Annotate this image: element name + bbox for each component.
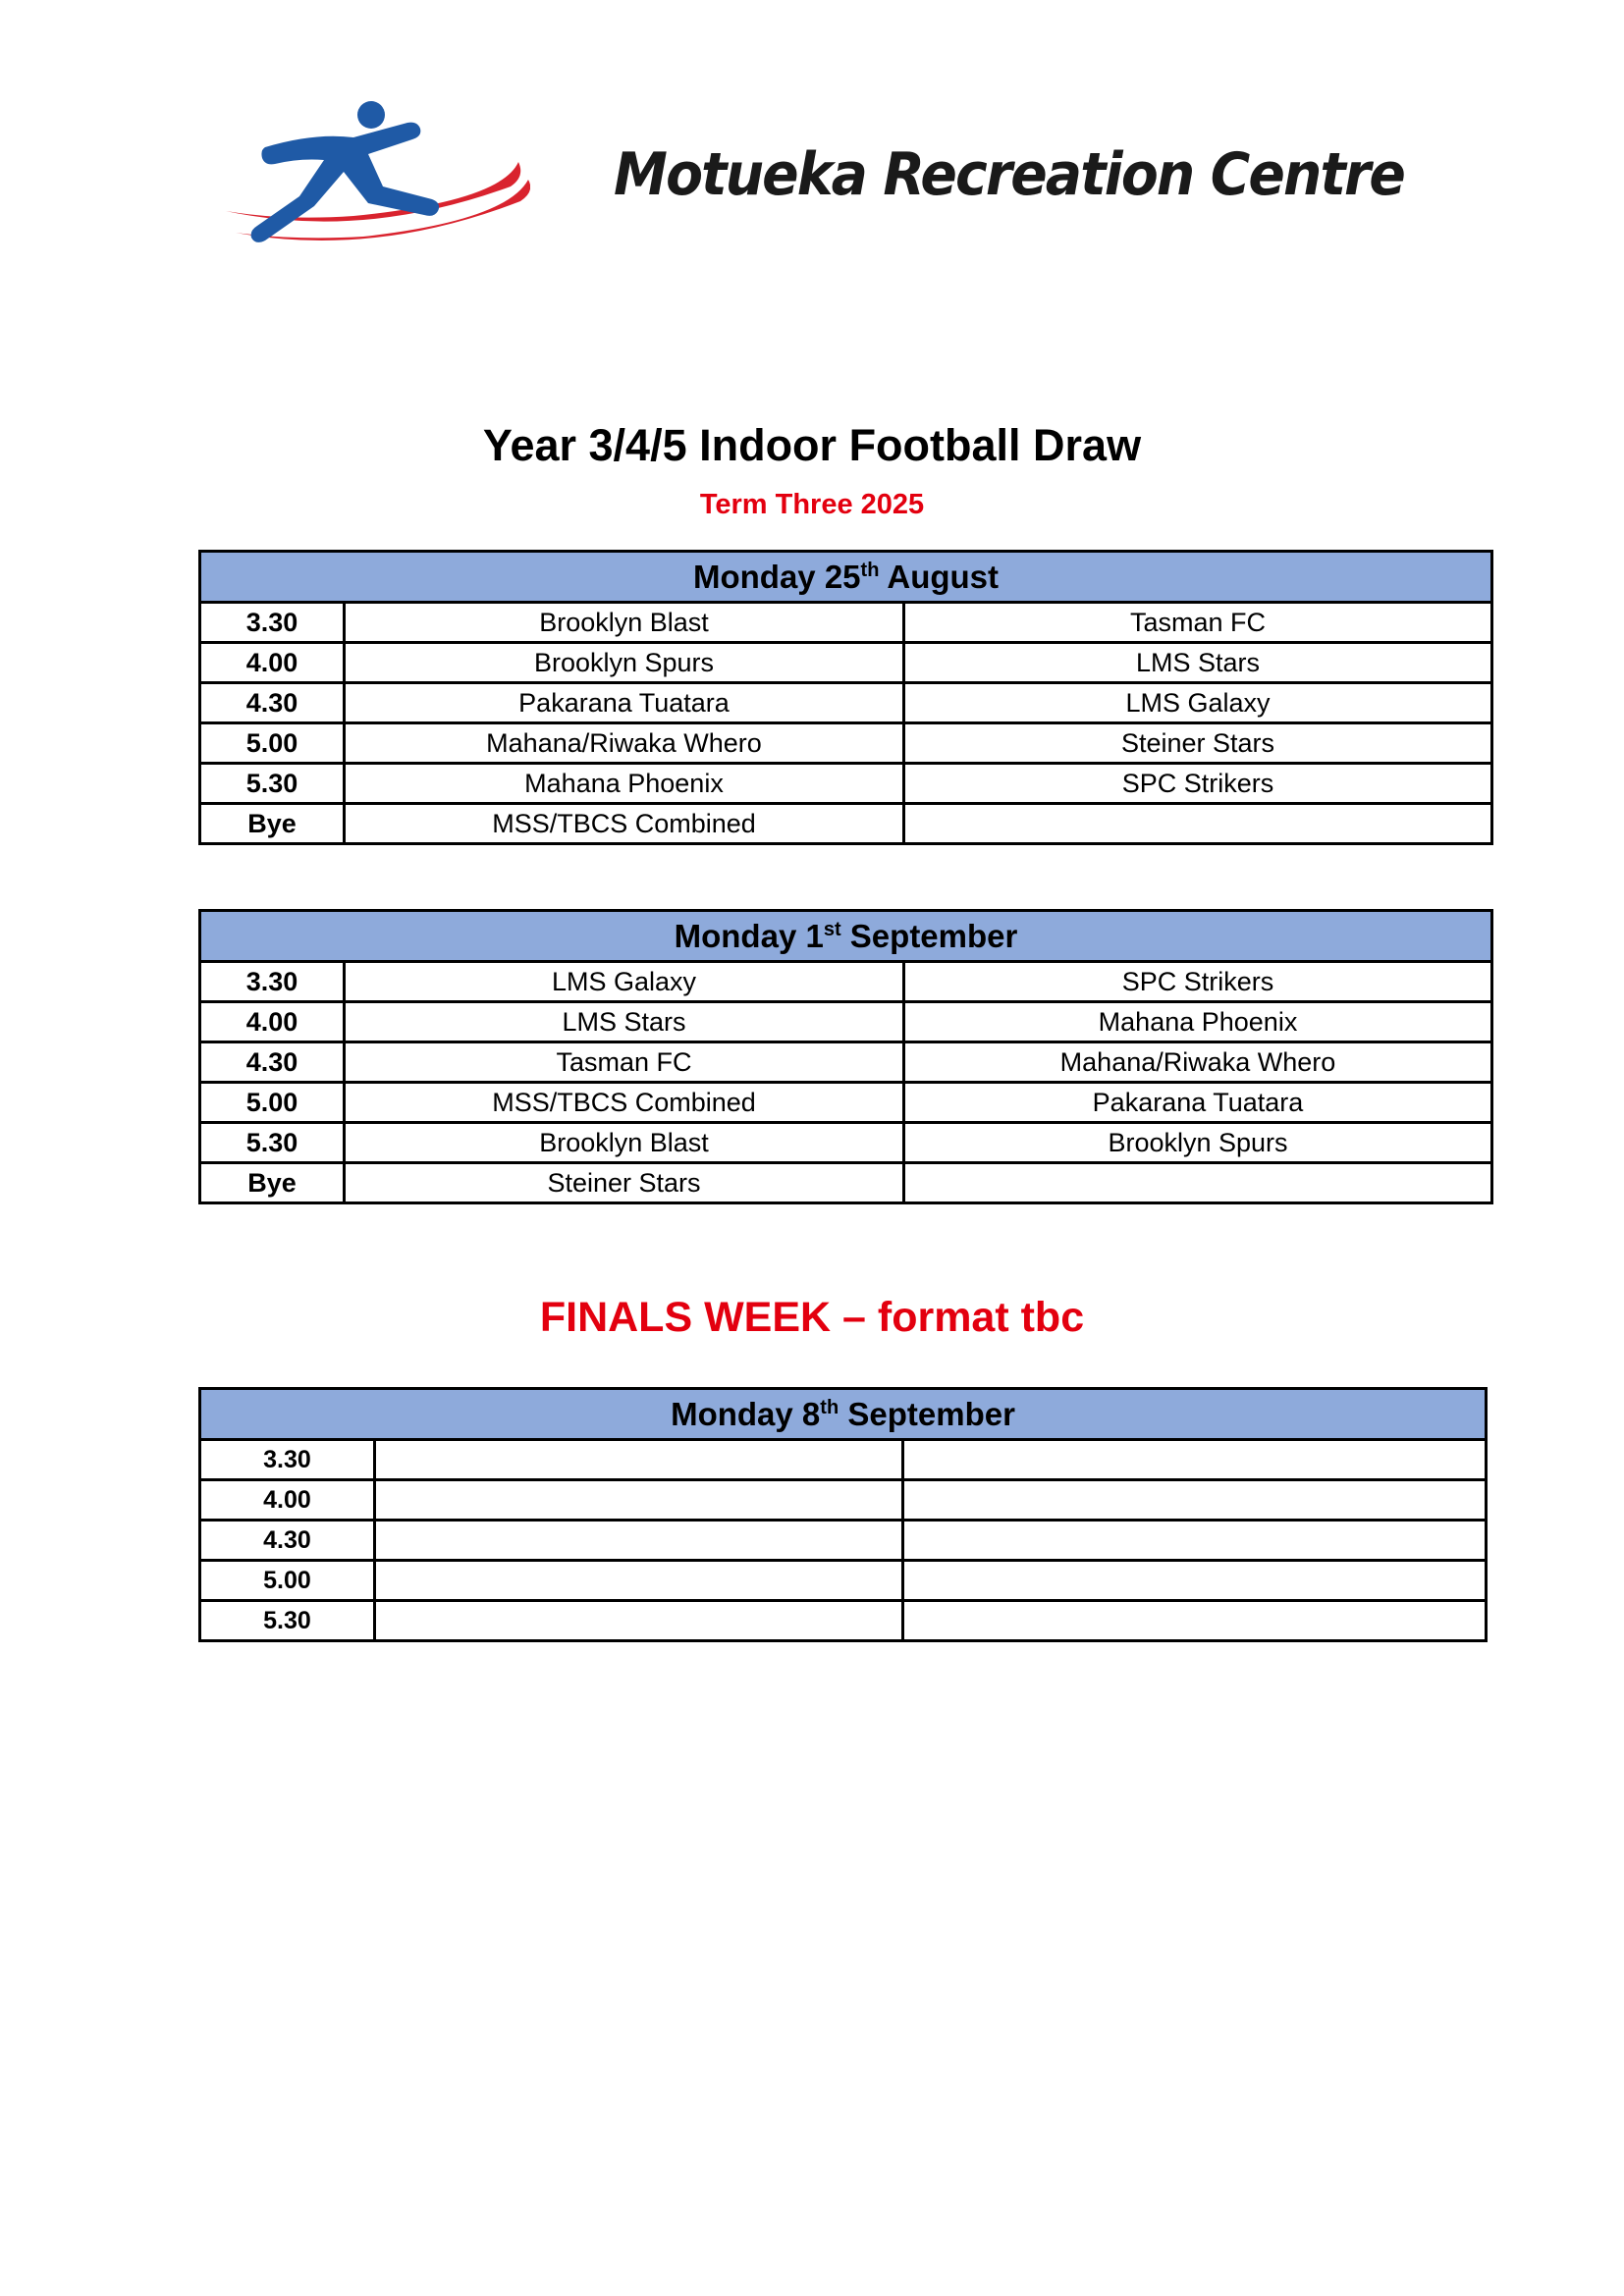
away-team: Tasman FC bbox=[904, 603, 1492, 643]
table-row bbox=[200, 1521, 1487, 1561]
table-row bbox=[200, 1163, 1492, 1203]
home-team: Brooklyn Blast bbox=[345, 1123, 904, 1163]
away-team bbox=[903, 1440, 1487, 1480]
round-day-suffix: th bbox=[820, 1397, 839, 1418]
match-time: 5.00 bbox=[200, 723, 345, 764]
home-team: Tasman FC bbox=[345, 1042, 904, 1083]
round-heading bbox=[200, 1389, 1487, 1440]
table-row bbox=[200, 804, 1492, 844]
match-time: 4.30 bbox=[200, 683, 345, 723]
round-day-suffix: th bbox=[860, 560, 880, 581]
match-time: 5.30 bbox=[200, 1601, 375, 1641]
match-time: 5.00 bbox=[200, 1083, 345, 1123]
away-team: Mahana/Riwaka Whero bbox=[904, 1042, 1492, 1083]
away-team bbox=[903, 1521, 1487, 1561]
home-team: Pakarana Tuatara bbox=[345, 683, 904, 723]
home-team bbox=[375, 1561, 903, 1601]
away-team: LMS Galaxy bbox=[904, 683, 1492, 723]
home-team: Mahana/Riwaka Whero bbox=[345, 723, 904, 764]
home-team: Mahana Phoenix bbox=[345, 764, 904, 804]
home-team bbox=[375, 1480, 903, 1521]
away-team: LMS Stars bbox=[904, 643, 1492, 683]
table-row bbox=[200, 764, 1492, 804]
away-team bbox=[904, 1163, 1492, 1203]
round-month: September bbox=[847, 1396, 1015, 1432]
match-time: 4.00 bbox=[200, 1002, 345, 1042]
away-team: SPC Strikers bbox=[904, 764, 1492, 804]
away-team bbox=[903, 1601, 1487, 1641]
running-figure-logo-icon bbox=[206, 93, 530, 255]
away-team bbox=[903, 1561, 1487, 1601]
table-row bbox=[200, 1440, 1487, 1480]
draw-table-finals bbox=[198, 1387, 1488, 1642]
table-row bbox=[200, 1002, 1492, 1042]
match-time: 5.30 bbox=[200, 764, 345, 804]
round-month: September bbox=[849, 918, 1018, 954]
home-team: Brooklyn Spurs bbox=[345, 643, 904, 683]
round-day-suffix: st bbox=[823, 919, 841, 940]
round-heading bbox=[200, 911, 1492, 962]
table-row bbox=[200, 1083, 1492, 1123]
round-day: Monday 25 bbox=[692, 559, 861, 595]
page-title: Year 3/4/5 Indoor Football Draw bbox=[482, 420, 1142, 470]
match-time: 5.30 bbox=[200, 1123, 345, 1163]
table-row bbox=[200, 603, 1492, 643]
match-time: 4.30 bbox=[200, 1042, 345, 1083]
table-row bbox=[200, 1042, 1492, 1083]
org-name: Motueka Recreation Centre bbox=[614, 140, 1405, 209]
table-row bbox=[200, 643, 1492, 683]
home-team bbox=[375, 1521, 903, 1561]
round-day: Monday 1 bbox=[674, 918, 824, 954]
away-team: Steiner Stars bbox=[904, 723, 1492, 764]
page-subtitle: Term Three 2025 bbox=[699, 489, 925, 520]
match-time: Bye bbox=[200, 1163, 345, 1203]
away-team: Brooklyn Spurs bbox=[904, 1123, 1492, 1163]
table-row bbox=[200, 683, 1492, 723]
home-team: MSS/TBCS Combined bbox=[345, 1083, 904, 1123]
away-team: SPC Strikers bbox=[904, 962, 1492, 1002]
home-team bbox=[375, 1601, 903, 1641]
match-time: 3.30 bbox=[200, 962, 345, 1002]
table-row bbox=[200, 1561, 1487, 1601]
match-time: 4.30 bbox=[200, 1521, 375, 1561]
away-team: Pakarana Tuatara bbox=[904, 1083, 1492, 1123]
home-team: MSS/TBCS Combined bbox=[345, 804, 904, 844]
match-time: 3.30 bbox=[200, 1440, 375, 1480]
draw-table-round-2 bbox=[198, 909, 1493, 1204]
away-team: Mahana Phoenix bbox=[904, 1002, 1492, 1042]
home-team: LMS Stars bbox=[345, 1002, 904, 1042]
away-team bbox=[904, 804, 1492, 844]
match-time: Bye bbox=[200, 804, 345, 844]
round-day: Monday 8 bbox=[671, 1396, 821, 1432]
table-row bbox=[200, 1601, 1487, 1641]
finals-heading: FINALS WEEK – format tbc bbox=[539, 1294, 1085, 1341]
home-team: Steiner Stars bbox=[345, 1163, 904, 1203]
draw-table-round-1 bbox=[198, 550, 1493, 845]
table-row bbox=[200, 1480, 1487, 1521]
match-time: 4.00 bbox=[200, 643, 345, 683]
page-header bbox=[206, 93, 1434, 255]
home-team bbox=[375, 1440, 903, 1480]
match-time: 5.00 bbox=[200, 1561, 375, 1601]
table-row bbox=[200, 1123, 1492, 1163]
round-heading bbox=[200, 552, 1492, 603]
away-team bbox=[903, 1480, 1487, 1521]
home-team: LMS Galaxy bbox=[345, 962, 904, 1002]
table-row bbox=[200, 962, 1492, 1002]
round-month: August bbox=[887, 559, 1000, 595]
match-time: 3.30 bbox=[200, 603, 345, 643]
match-time: 4.00 bbox=[200, 1480, 375, 1521]
table-row bbox=[200, 723, 1492, 764]
home-team: Brooklyn Blast bbox=[345, 603, 904, 643]
